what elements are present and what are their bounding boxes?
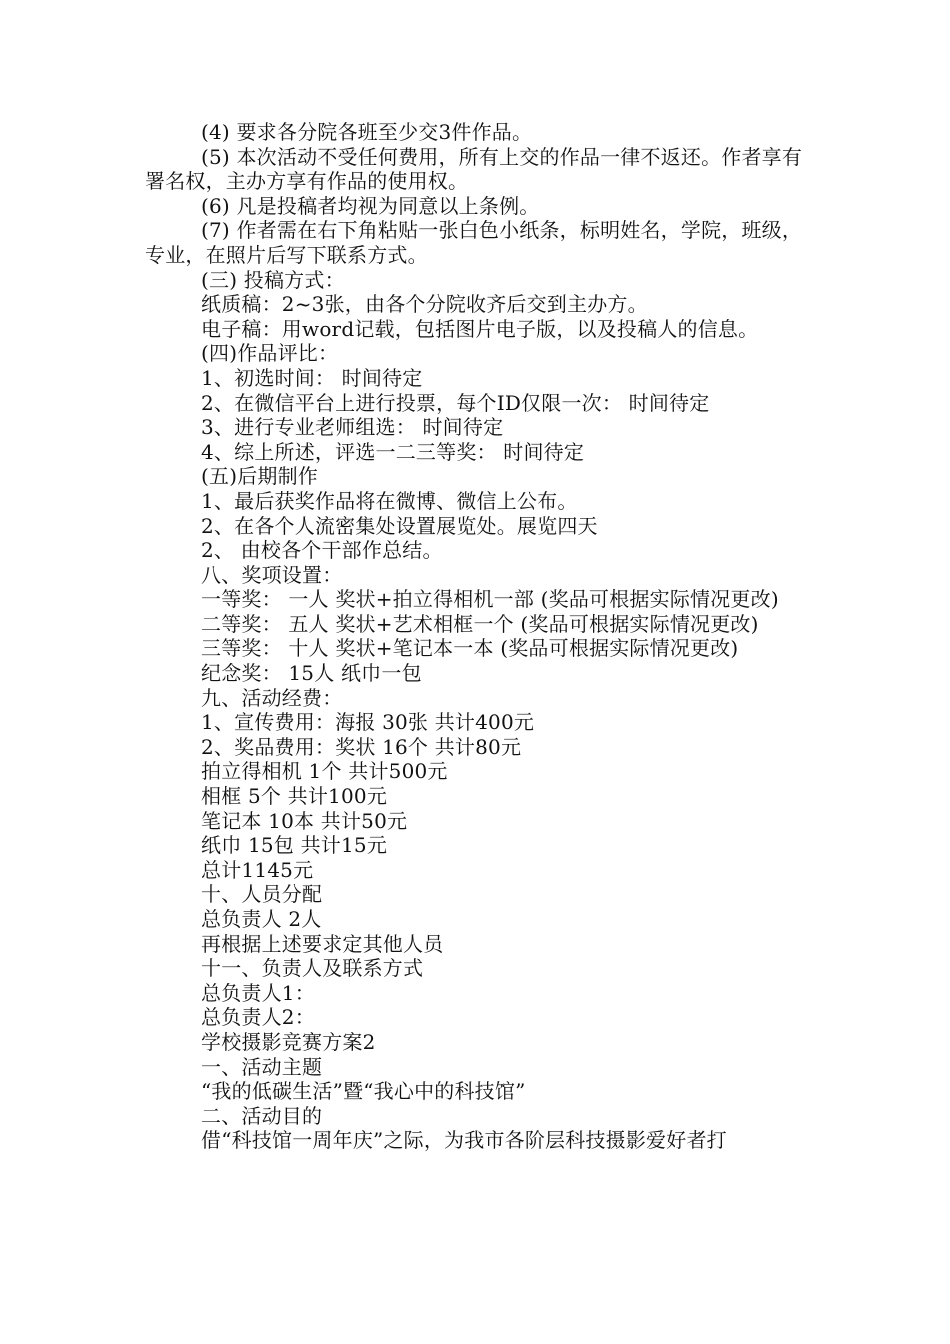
paragraph-line: (4) 要求各分院各班至少交3件作品。 (201, 120, 533, 144)
paragraph-line: 三等奖： 十人 奖状+笔记本一本 (奖品可根据实际情况更改) (201, 636, 739, 661)
paragraph-line: 总负责人1： (201, 980, 315, 1005)
paragraph-line: 一、活动主题 (201, 1054, 323, 1079)
paragraph-line: 纸巾 15包 共计15元 (201, 833, 388, 858)
paragraph-line: 电子稿：用word记载，包括图片电子版，以及投稿人的信息。 (201, 316, 759, 341)
paragraph-line: 二、活动目的 (201, 1103, 323, 1128)
paragraph-line: 二等奖： 五人 奖状+艺术相框一个 (奖品可根据实际情况更改) (201, 611, 759, 636)
paragraph-line: (五)后期制作 (201, 464, 319, 489)
paragraph-line: 1、宣传费用：海报 30张 共计400元 (201, 710, 535, 735)
paragraph-line: 一等奖： 一人 奖状+拍立得相机一部 (奖品可根据实际情况更改) (201, 587, 779, 612)
paragraph-line: 十一、负责人及联系方式 (201, 956, 424, 981)
paragraph-line: 2、在微信平台上进行投票，每个ID仅限一次： 时间待定 (201, 390, 710, 415)
paragraph-line: 2、 由校各个干部作总结。 (201, 538, 443, 563)
document-body (145, 120, 810, 1153)
paragraph-line: 2、在各个人流密集处设置展览处。展览四天 (201, 513, 598, 538)
paragraph-line: 再根据上述要求定其他人员 (201, 931, 444, 956)
paragraph-line: 八、奖项设置： (201, 562, 343, 587)
paragraph-line: (三) 投稿方式： (201, 267, 345, 292)
paragraph-line: 相框 5个 共计100元 (201, 784, 388, 809)
paragraph-line: 2、奖品费用：奖状 16个 共计80元 (201, 734, 522, 759)
paragraph-line: 总负责人2： (201, 1005, 315, 1030)
paragraph-line: “我的低碳生活”暨“我心中的科技馆” (201, 1079, 526, 1104)
paragraph-line: (5) 本次活动不受任何费用，所有上交的作品一律不返还。作者享有署名权，主办方享有作品的使用权。 (145, 144, 803, 194)
paragraph-line: 总负责人 2人 (201, 907, 322, 931)
paragraph-line: 借“科技馆一周年庆”之际，为我市各阶层科技摄影爱好者打 (201, 1128, 727, 1153)
paragraph-line: 总计1145元 (201, 857, 314, 882)
paragraph-line: 4、综上所述，评选一二三等奖： 时间待定 (201, 439, 585, 464)
paragraph-line: 九、活动经费： (201, 685, 343, 710)
paragraph-line: 3、进行专业老师组选： 时间待定 (201, 415, 504, 440)
paragraph-line: 十、人员分配 (201, 882, 323, 907)
paragraph-line: 纸质稿：2~3张，由各个分院收齐后交到主办方。 (201, 292, 648, 317)
paragraph-line: (四)作品评比： (201, 341, 339, 366)
paragraph-line: 1、初选时间： 时间待定 (201, 365, 423, 390)
paragraph-line: 1、最后获奖作品将在微博、微信上公布。 (201, 488, 578, 513)
paragraph-line: (7) 作者需在右下角粘贴一张白色小纸条，标明姓名，学院，班级，专业，在照片后写下联系方式。 (145, 218, 803, 267)
paragraph-line: (6) 凡是投稿者均视为同意以上条例。 (201, 193, 540, 218)
paragraph-line: 纪念奖： 15人 纸巾一包 (201, 661, 422, 686)
paragraph-line: 学校摄影竞赛方案2 (201, 1029, 376, 1054)
paragraph-line: 笔记本 10本 共计50元 (201, 808, 408, 833)
paragraph-line: 拍立得相机 1个 共计500元 (201, 759, 448, 784)
